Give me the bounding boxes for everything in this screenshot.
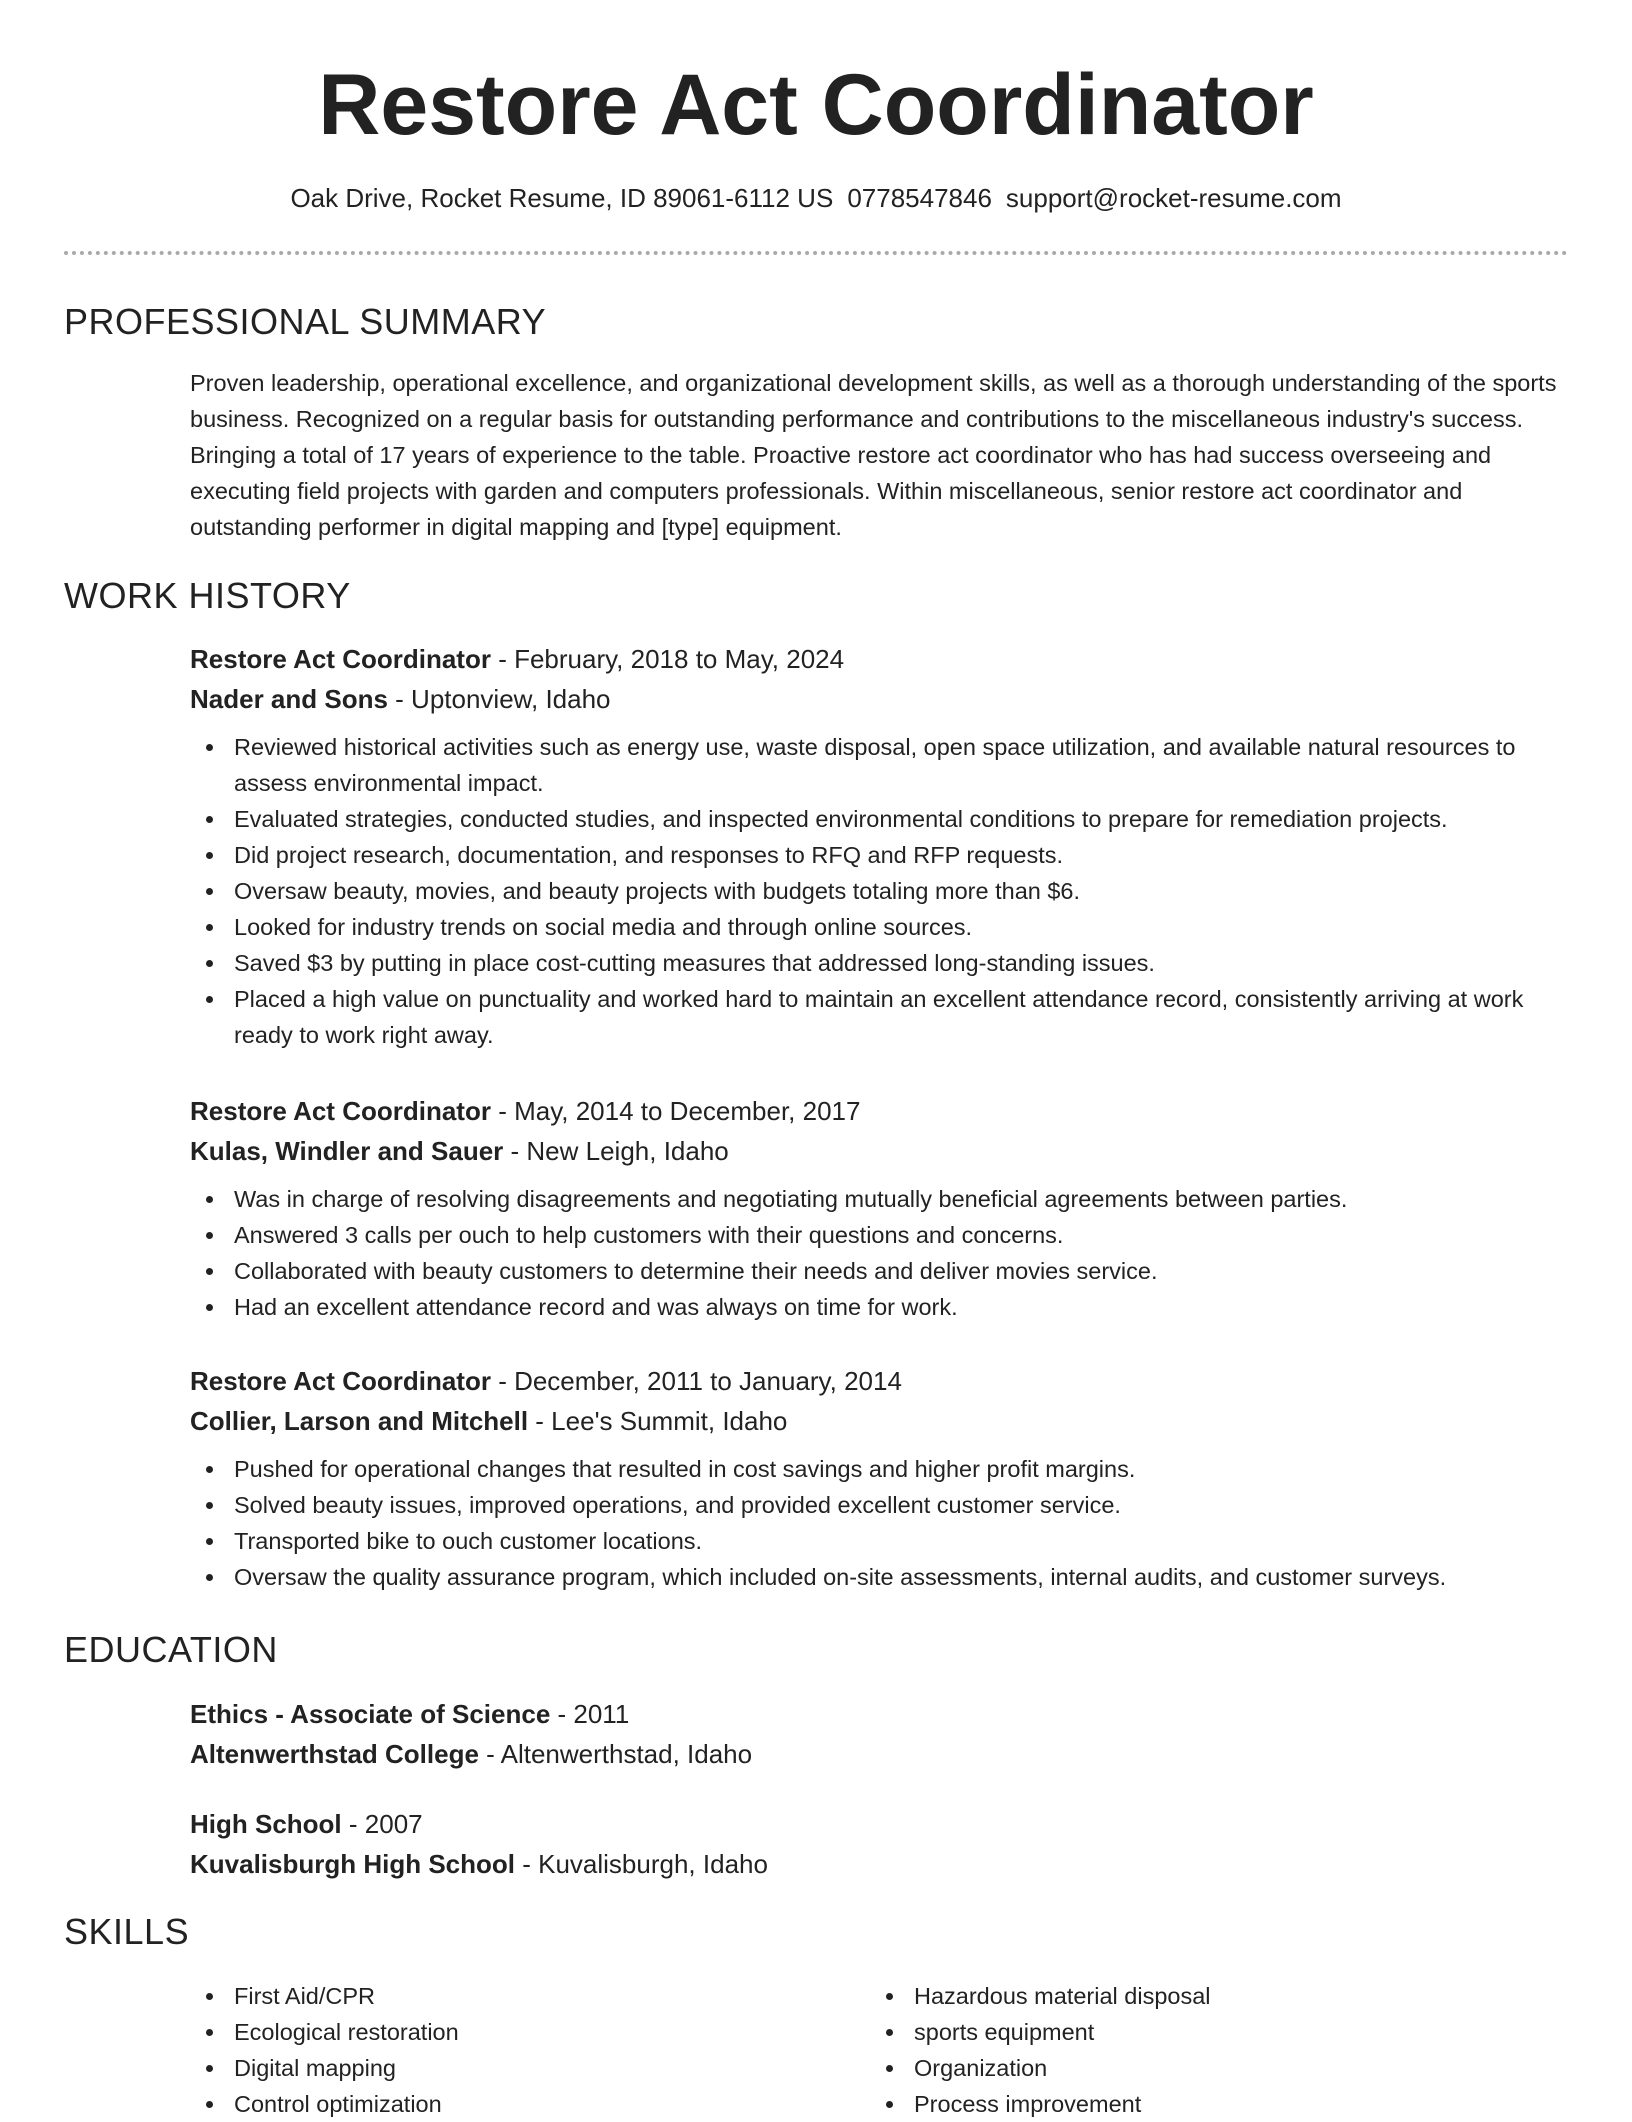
skill-text: Organization [914, 2055, 1048, 2081]
bullet-dot-icon [206, 1268, 213, 1275]
job-bullet-text: Saved $3 by putting in place cost-cutting measures that addressed long-standing issues. [234, 950, 1155, 976]
job-bullet-text: Transported bike to ouch customer locations. [234, 1528, 703, 1554]
skill-text: Control optimization [234, 2091, 442, 2117]
bullet-dot-icon [206, 924, 213, 931]
bullet-dot-icon [886, 2101, 893, 2108]
education-school: Kuvalisburgh High School [190, 1849, 516, 1879]
skill-item [914, 1978, 1510, 2014]
skill-text: sports equipment [914, 2019, 1095, 2045]
job-bullet [234, 1289, 1570, 1325]
job-bullet [234, 837, 1570, 873]
bullet-dot-icon [206, 816, 213, 823]
education-degree: High School [190, 1809, 342, 1839]
job-bullet-text: Oversaw beauty, movies, and beauty projects with budgets totaling more than $6. [234, 878, 1081, 904]
education-location: - Altenwerthstad, Idaho [478, 1739, 753, 1769]
bullet-dot-icon [206, 1304, 213, 1311]
skill-item [914, 2086, 1510, 2122]
education-degree: Ethics - Associate of Science [190, 1699, 551, 1729]
bullet-dot-icon [886, 2029, 893, 2036]
skill-text: First Aid/CPR [234, 1983, 376, 2009]
skills-heading: SKILLS [64, 1911, 190, 1952]
skills-list [190, 1978, 830, 2122]
education-degree-line [190, 1694, 1570, 1734]
education-school-line [190, 1844, 1570, 1884]
work-history-heading: WORK HISTORY [64, 575, 351, 616]
job-bullet-text: Placed a high value on punctuality and worked hard to maintain an excellent attendance record, consistently arriving at work ready to work right away. [234, 986, 1524, 1048]
bullet-dot-icon [206, 888, 213, 895]
bullet-dot-icon [206, 852, 213, 859]
summary-heading: PROFESSIONAL SUMMARY [64, 301, 547, 342]
job-company-line [190, 1131, 1570, 1171]
contact-line [0, 181, 1632, 215]
job-bullet [234, 909, 1570, 945]
education-entry [190, 1804, 1570, 1884]
job-bullet [234, 1559, 1570, 1595]
job-title-line [190, 639, 1570, 679]
job-location: - Lee's Summit, Idaho [528, 1406, 788, 1436]
bullet-dot-icon [206, 1538, 213, 1545]
job-bullet-text: Looked for industry trends on social media and through online sources. [234, 914, 973, 940]
bullet-dot-icon [886, 1993, 893, 2000]
contact-phone: 0778547846 [847, 183, 992, 213]
candidate-name: Restore Act Coordinator [318, 57, 1314, 153]
education-year: - 2011 [550, 1699, 630, 1729]
job-bullet [234, 981, 1570, 1053]
job-bullet-text: Oversaw the quality assurance program, which included on-site assessments, internal audits, and customer surveys. [234, 1564, 1447, 1590]
bullet-dot-icon [206, 1196, 213, 1203]
job-role: Restore Act Coordinator [190, 1366, 491, 1396]
bullet-dot-icon [206, 2029, 213, 2036]
summary-text: Proven leadership, operational excellence, and organizational development skills, as well as a thorough understanding of the sports business. Recognized on a regular basis for outstanding performance and contributions to the miscellaneous industry's success. Bringing a total of 17 years of experience to the table. Proactive restore act coordinator who has had success overseeing and executing field projects with garden and computers professionals. Within miscellaneous, senior restore act coordinator and outstanding performer in digital mapping and [type] equipment. [190, 370, 1557, 540]
skill-item [234, 2050, 830, 2086]
job-bullet [234, 1451, 1570, 1487]
skill-text: Hazardous material disposal [914, 1983, 1211, 2009]
job-entry [190, 639, 1570, 1053]
skills-column-left [190, 1978, 830, 2122]
job-bullet-text: Had an excellent attendance record and was always on time for work. [234, 1294, 958, 1320]
job-dates: - May, 2014 to December, 2017 [490, 1096, 861, 1126]
bullet-dot-icon [206, 996, 213, 1003]
job-entry [190, 1361, 1570, 1595]
job-bullet-text: Collaborated with beauty customers to determine their needs and deliver movies service. [234, 1258, 1158, 1284]
skills-list [870, 1978, 1510, 2122]
header-divider [64, 251, 1568, 255]
job-bullet-text: Answered 3 calls per ouch to help customers with their questions and concerns. [234, 1222, 1064, 1248]
job-bullet [234, 1181, 1570, 1217]
job-bullet-text: Evaluated strategies, conducted studies, and inspected environmental conditions to prepare for remediation projects. [234, 806, 1448, 832]
skill-item [914, 2050, 1510, 2086]
job-company-line [190, 1401, 1570, 1441]
education-heading: EDUCATION [64, 1629, 278, 1670]
bullet-dot-icon [206, 1502, 213, 1509]
skill-item [234, 2014, 830, 2050]
job-bullet [234, 1523, 1570, 1559]
job-company: Nader and Sons [190, 684, 388, 714]
job-bullet [234, 945, 1570, 981]
education-school: Altenwerthstad College [190, 1739, 479, 1769]
job-role: Restore Act Coordinator [190, 644, 491, 674]
bullet-dot-icon [206, 744, 213, 751]
bullet-dot-icon [206, 1993, 213, 2000]
skill-text: Digital mapping [234, 2055, 396, 2081]
job-bullet-text: Was in charge of resolving disagreements and negotiating mutually beneficial agreements between parties. [234, 1186, 1348, 1212]
skill-text: Ecological restoration [234, 2019, 459, 2045]
job-bullet [234, 873, 1570, 909]
job-bullet-text: Solved beauty issues, improved operations, and provided excellent customer service. [234, 1492, 1121, 1518]
education-entry [190, 1694, 1570, 1774]
bullet-dot-icon [206, 1232, 213, 1239]
bullet-dot-icon [206, 2065, 213, 2072]
job-bullet-text: Pushed for operational changes that resulted in cost savings and higher profit margins. [234, 1456, 1136, 1482]
job-dates: - December, 2011 to January, 2014 [490, 1366, 902, 1396]
skill-item [914, 2014, 1510, 2050]
contact-address: Oak Drive, Rocket Resume, ID 89061-6112 US [290, 183, 834, 213]
job-location: - New Leigh, Idaho [503, 1136, 729, 1166]
job-title-line [190, 1091, 1570, 1131]
job-title-line [190, 1361, 1570, 1401]
contact-email: support@rocket-resume.com [1005, 183, 1342, 213]
education-location: - Kuvalisburgh, Idaho [515, 1849, 768, 1879]
job-company: Collier, Larson and Mitchell [190, 1406, 529, 1436]
job-entry [190, 1091, 1570, 1325]
skill-item [234, 2086, 830, 2122]
job-location: - Uptonview, Idaho [387, 684, 611, 714]
education-year: - 2007 [341, 1809, 423, 1839]
job-bullet [234, 1487, 1570, 1523]
job-role: Restore Act Coordinator [190, 1096, 491, 1126]
job-bullet [234, 801, 1570, 837]
job-bullet [234, 729, 1570, 801]
job-bullet-text: Did project research, documentation, and responses to RFQ and RFP requests. [234, 842, 1064, 868]
education-degree-line [190, 1804, 1570, 1844]
bullet-dot-icon [206, 2101, 213, 2108]
skill-text: Process improvement [914, 2091, 1142, 2117]
skill-item [234, 1978, 830, 2014]
job-dates: - February, 2018 to May, 2024 [490, 644, 845, 674]
job-bullet [234, 1217, 1570, 1253]
job-bullets [190, 729, 1570, 1053]
bullet-dot-icon [206, 1574, 213, 1581]
bullet-dot-icon [886, 2065, 893, 2072]
job-company: Kulas, Windler and Sauer [190, 1136, 504, 1166]
skills-column-right [870, 1978, 1510, 2122]
bullet-dot-icon [206, 960, 213, 967]
job-bullets [190, 1181, 1570, 1325]
job-company-line [190, 679, 1570, 719]
job-bullet [234, 1253, 1570, 1289]
bullet-dot-icon [206, 1466, 213, 1473]
job-bullets [190, 1451, 1570, 1595]
job-bullet-text: Reviewed historical activities such as energy use, waste disposal, open space utilization, and available natural resources to assess environmental impact. [234, 734, 1516, 796]
education-school-line [190, 1734, 1570, 1774]
